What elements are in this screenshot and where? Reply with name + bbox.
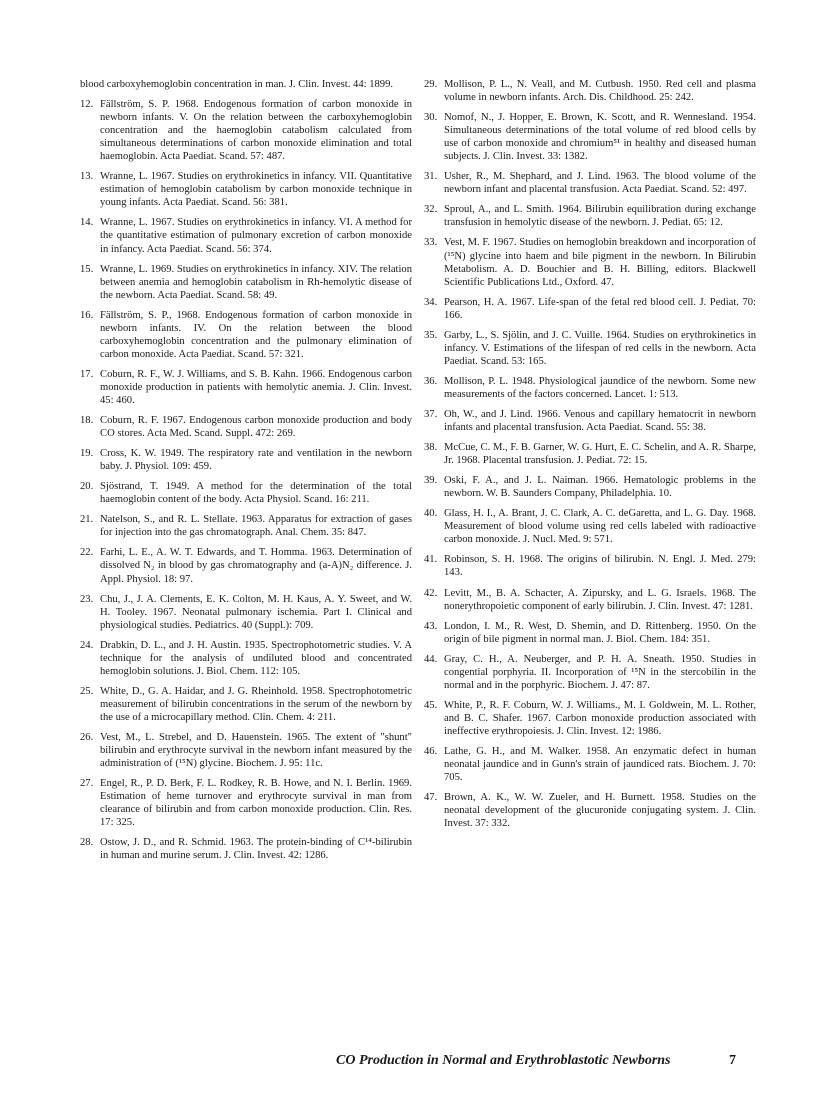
reference-item xyxy=(80,546,412,585)
reference-item xyxy=(80,480,412,506)
reference-number: 46. xyxy=(424,745,438,757)
reference-text: Pearson, H. A. 1967. Life-span of the fetal red blood cell. J. Pediat. 70: 166. xyxy=(444,296,756,321)
reference-text: Wranne, L. 1967. Studies on erythrokinetics in infancy. VII. Quantitative estimation of hemoglobin catabolism by carbon monoxide technique in young infants. Acta Paediat. Scand. 56: 381. xyxy=(100,171,412,209)
reference-number: 43. xyxy=(424,620,438,632)
reference-item xyxy=(424,441,756,467)
reference-item xyxy=(424,620,756,646)
reference-text: Usher, R., M. Shephard, and J. Lind. 1963. The blood volume of the newborn infant and placental transfusion. Acta Paediat. Scand. 52: 497. xyxy=(444,171,756,196)
reference-number: 15. xyxy=(80,263,94,275)
reference-number: 30. xyxy=(424,112,438,124)
reference-text: Glass, H. I., A. Brant, J. C. Clark, A. C. deGaretta, and L. G. Day. 1968. Measurement of blood volume using red cells labeled with radioactive carbon monoxide. J. Nucl. Med. 9: 571. xyxy=(444,508,756,546)
reference-number: 27. xyxy=(80,778,94,790)
reference-item xyxy=(80,309,412,361)
reference-text: Oski, F. A., and J. L. Naiman. 1966. Hematologic problems in the newborn. W. B. Saunders Company, Philadelphia. 10. xyxy=(444,475,756,500)
reference-text: Ostow, J. D., and R. Schmid. 1963. The protein-binding of C¹⁴-bilirubin in human and murine serum. J. Clin. Invest. 42: 1286. xyxy=(100,837,412,862)
reference-number: 38. xyxy=(424,442,438,454)
reference-number: 21. xyxy=(80,514,94,526)
reference-item xyxy=(80,731,412,770)
reference-number: 45. xyxy=(424,699,438,711)
reference-item xyxy=(80,513,412,539)
reference-number: 28. xyxy=(80,837,94,849)
reference-text: blood carboxyhemoglobin concentration in man. J. Clin. Invest. 44: 1899. xyxy=(80,79,394,90)
reference-item xyxy=(424,236,756,288)
reference-number: 44. xyxy=(424,653,438,665)
reference-text: White, D., G. A. Haidar, and J. G. Rheinhold. 1958. Spectrophotometric measurement of bilirubin concentrations in the serum of the newborn by the use of a microcapillary method. Clin. Chem. 4: 211. xyxy=(100,685,412,723)
reference-number: 37. xyxy=(424,408,438,420)
reference-number: 39. xyxy=(424,475,438,487)
reference-text: Natelson, S., and R. L. Stellate. 1963. Apparatus for extraction of gases for injection into the gas chromatograph. Anal. Chem. 35: 847. xyxy=(100,514,412,539)
reference-item xyxy=(424,203,756,229)
reference-text: Nomof, N., J. Hopper, E. Brown, K. Scott, and R. Wennesland. 1954. Simultaneous determinations of the total volume of red blood cells by use of carbon monoxide and chromium⁵¹ in healthy and diseased human subjects. J. Clin. Invest. 33: 1382. xyxy=(444,112,756,163)
reference-text: Garby, L., S. Sjölin, and J. C. Vuille. 1964. Studies on erythrokinetics in infancy. V. Estimations of the lifespan of red cells in the newborn. Acta Paediat. Scand. 53: 165. xyxy=(444,329,756,367)
reference-text: Farhi, L. E., A. W. T. Edwards, and T. Homma. 1963. Determination of dissolved N₂ in blood by gas chromatography and (a-A)N₂ difference. J. Appl. Physiol. 18: 97. xyxy=(100,547,412,585)
reference-text: Oh, W., and J. Lind. 1966. Venous and capillary hematocrit in newborn infants and placental transfusion. Acta Paediat. Scand. 55: 38. xyxy=(444,408,756,434)
reference-number: 47. xyxy=(424,792,438,804)
reference-item xyxy=(424,653,756,692)
reference-text: Vest, M. F. 1967. Studies on hemoglobin breakdown and incorporation of (¹⁵N) glycine into haem and bile pigment in the newborn. In Bilirubin Metabolism. A. D. Bouchier and B. H. Billing, editors. Blackwell Scientific Publications Ltd., Oxford. 47. xyxy=(444,237,756,288)
reference-number: 14. xyxy=(80,217,94,229)
reference-item xyxy=(424,587,756,613)
reference-item xyxy=(424,375,756,401)
reference-text: McCue, C. M., F. B. Garner, W. G. Hurt, E. C. Schelin, and A. R. Sharpe, Jr. 1968. Placental transfusion. J. Pediat. 72: 15. xyxy=(444,442,756,467)
reference-item xyxy=(80,263,412,302)
reference-number: 33. xyxy=(424,237,438,249)
reference-number: 32. xyxy=(424,204,438,216)
reference-number: 40. xyxy=(424,508,438,520)
reference-item xyxy=(80,685,412,724)
reference-number: 31. xyxy=(424,171,438,183)
reference-text: Engel, R., P. D. Berk, F. L. Rodkey, R. B. Howe, and N. I. Berlin. 1969. Estimation of heme turnover and erythrocyte survival in man from clearance of bilirubin and from carbon monoxide production. Clin. Res. 17: 325. xyxy=(100,778,412,829)
reference-item xyxy=(424,791,756,830)
reference-number: 34. xyxy=(424,296,438,308)
reference-number: 25. xyxy=(80,685,94,697)
reference-text: Mollison, P. L. 1948. Physiological jaundice of the newborn. Some new measurements of the factors concerned. Lancet. 1: 513. xyxy=(444,375,756,400)
reference-number: 22. xyxy=(80,547,94,559)
reference-text: Robinson, S. H. 1968. The origins of bilirubin. N. Engl. J. Med. 279: 143. xyxy=(444,554,756,579)
reference-item xyxy=(424,170,756,196)
reference-item xyxy=(80,414,412,440)
reference-text: Brown, A. K., W. W. Zueler, and H. Burnett. 1958. Studies on the neonatal development of the glucuronide conjugating system. J. Clin. Invest. 37: 332. xyxy=(444,792,756,830)
reference-item xyxy=(424,699,756,738)
reference-number: 26. xyxy=(80,731,94,743)
reference-number: 35. xyxy=(424,329,438,341)
reference-text: Drabkin, D. L., and J. H. Austin. 1935. Spectrophotometric studies. V. A technique for the analysis of undiluted blood and concentrated hemoglobin solutions. J. Biol. Chem. 112: 105. xyxy=(100,639,412,677)
reference-text: London, I. M., R. West, D. Shemin, and D. Rittenberg. 1950. On the origin of bile pigment in normal man. J. Biol. Chem. 184: 351. xyxy=(444,620,756,645)
reference-text: Chu, J., J. A. Clements, E. K. Colton, M. H. Kaus, A. Y. Sweet, and W. H. Tooley. 1967. Neonatal pulmonary ischemia. Part I. Clinical and physiological studies. Pediatrics. 40 (Suppl.): 709. xyxy=(100,593,412,631)
reference-number: 20. xyxy=(80,481,94,493)
reference-item xyxy=(424,507,756,546)
reference-number: 19. xyxy=(80,448,94,460)
reference-text: Wranne, L. 1967. Studies on erythrokinetics in infancy. VI. A method for the quantitative estimation of pulmonary excretion of carbon monoxide in infancy. Acta Paediat. Scand. 56: 374. xyxy=(100,217,412,255)
reference-item xyxy=(424,474,756,500)
reference-text: Mollison, P. L., N. Veall, and M. Cutbush. 1950. Red cell and plasma volume in newborn infants. Arch. Dis. Childhood. 25: 242. xyxy=(444,79,756,104)
reference-text: Fällström, S. P., 1968. Endogenous formation of carbon monoxide in newborn infants. IV. On the relation between the blood carboxyhemoglobin concentration and the pulmonary elimination of carbon monoxide. Acta Paediat. Scand. 57: 321. xyxy=(100,309,412,360)
reference-item xyxy=(80,593,412,632)
reference-text: Gray, C. H., A. Neuberger, and P. H. A. Sneath. 1950. Studies in congential porphyria. II. Incorporation of ¹⁵N in the stercobilin in the normal and in the porphyric. Biochem. J. 47: 87. xyxy=(444,653,756,691)
reference-text: Lathe, G. H., and M. Walker. 1958. An enzymatic defect in human neonatal jaundice and in Gunn's strain of jaundiced rats. Biochem. J. 70: 705. xyxy=(444,745,756,784)
reference-item xyxy=(80,78,412,91)
reference-item xyxy=(80,447,412,473)
reference-text: Sjöstrand, T. 1949. A method for the determination of the total haemoglobin content of the body. Acta Physiol. Scand. 16: 211. xyxy=(100,481,412,506)
reference-number: 36. xyxy=(424,375,438,387)
reference-item xyxy=(80,368,412,407)
reference-item xyxy=(424,296,756,322)
reference-text: White, P., R. F. Coburn, W. J. Williams., M. I. Goldwein, M. L. Rother, and B. C. Shafer. 1967. Carbon monoxide production associated with ineffective erythropoiesis. J. Clin. Invest. 12: 1986. xyxy=(444,699,756,737)
reference-number: 29. xyxy=(424,79,438,90)
reference-number: 17. xyxy=(80,368,94,380)
reference-text: Coburn, R. F., W. J. Williams, and S. B. Kahn. 1966. Endogenous carbon monoxide production in patients with hemolytic anemia. J. Clin. Invest. 45: 460. xyxy=(100,368,412,406)
references-left-column xyxy=(80,78,412,869)
reference-number: 23. xyxy=(80,593,94,605)
reference-number: 16. xyxy=(80,309,94,321)
reference-number: 42. xyxy=(424,587,438,599)
reference-item xyxy=(80,98,412,163)
reference-item xyxy=(80,639,412,678)
reference-number: 18. xyxy=(80,415,94,427)
reference-text: Wranne, L. 1969. Studies on erythrokinetics in infancy. XIV. The relation between anemia and hemoglobin catabolism in Rh-hemolytic disease of the newborn. Acta Paediat. Scand. 58: 49. xyxy=(100,263,412,301)
reference-item xyxy=(80,170,412,209)
reference-item xyxy=(424,408,756,434)
reference-number: 13. xyxy=(80,171,94,183)
page-number: 7 xyxy=(729,1053,736,1068)
references-right-column xyxy=(424,78,756,837)
reference-text: Vest, M., L. Strebel, and D. Hauenstein. 1965. The extent of "shunt" bilirubin and erythrocyte survival in the newborn infant measured by the administration of (¹⁵N) glycine. Biochem. J. 95: 11c. xyxy=(100,731,412,770)
reference-item xyxy=(80,216,412,255)
reference-text: Fällström, S. P. 1968. Endogenous formation of carbon monoxide in newborn infants. V. On the relation between the carboxyhemoglobin concentration and the haemoglobin catabolism calculated from simultaneous determinations of carbon monoxide elimination and total haemoglobin. Acta Paediat. Scand. 57: 487. xyxy=(100,99,412,163)
page-footer xyxy=(336,1053,736,1069)
reference-number: 41. xyxy=(424,554,438,566)
reference-item xyxy=(424,78,756,104)
reference-item xyxy=(424,745,756,784)
reference-text: Sproul, A., and L. Smith. 1964. Bilirubin equilibration during exchange transfusion in hemolytic disease of the newborn. J. Pediat. 65: 12. xyxy=(444,204,756,229)
reference-number: 24. xyxy=(80,639,94,651)
running-title: CO Production in Normal and Erythroblastotic Newborns xyxy=(336,1053,671,1068)
reference-text: Cross, K. W. 1949. The respiratory rate and ventilation in the newborn baby. J. Physiol. 109: 459. xyxy=(100,448,412,473)
reference-item xyxy=(424,553,756,579)
reference-item xyxy=(80,836,412,862)
reference-text: Levitt, M., B. A. Schacter, A. Zipursky, and L. G. Israels. 1968. The nonerythropoietic component of early bilirubin. J. Clin. Invest. 47: 1281. xyxy=(444,587,756,612)
reference-item xyxy=(80,777,412,829)
reference-item xyxy=(424,329,756,368)
reference-text: Coburn, R. F. 1967. Endogenous carbon monoxide production and body CO stores. Acta Med. Scand. Suppl. 472: 269. xyxy=(100,415,412,440)
reference-number: 12. xyxy=(80,99,94,111)
reference-item xyxy=(424,111,756,163)
